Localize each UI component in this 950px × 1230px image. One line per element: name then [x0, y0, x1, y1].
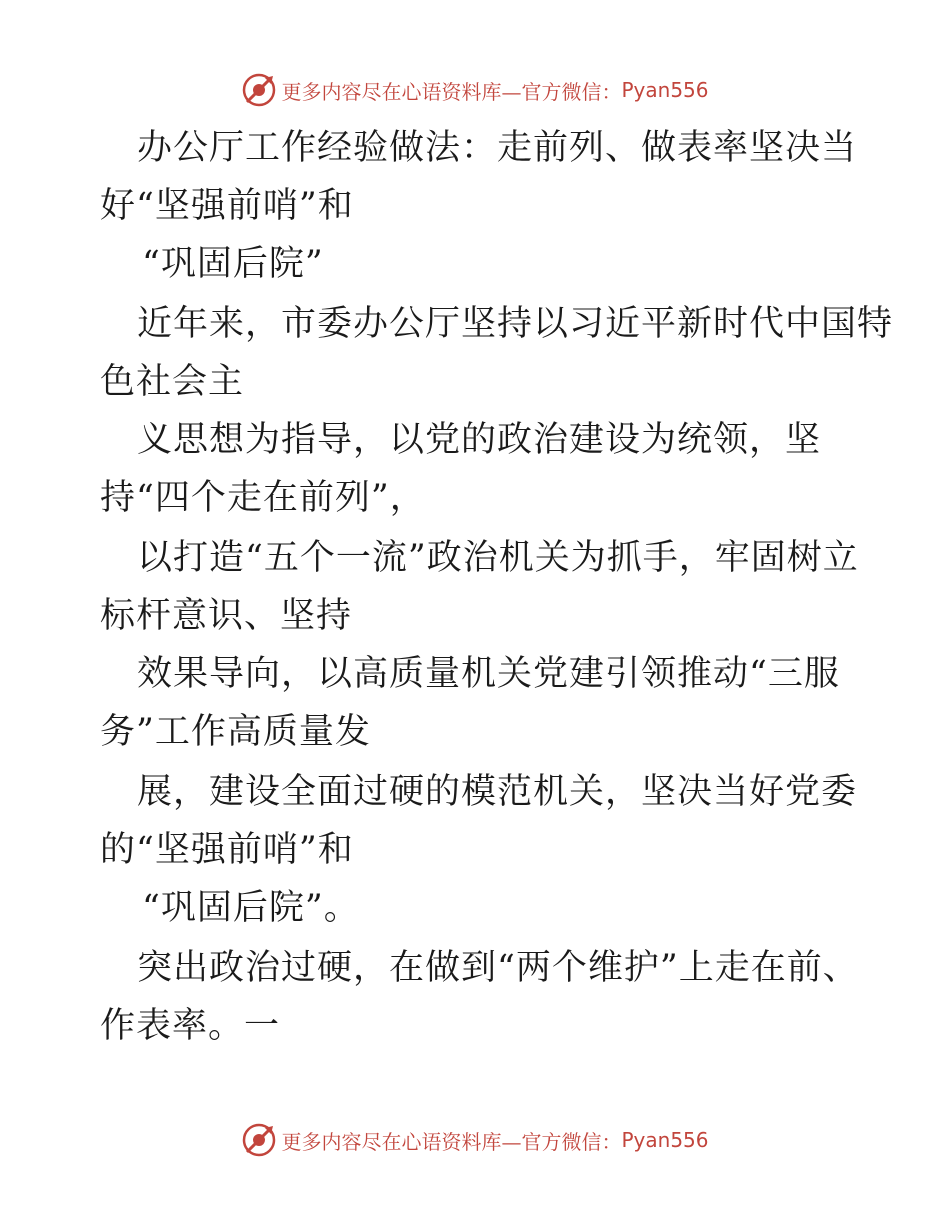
paragraph-line: 持“四个走在前列”，	[100, 478, 426, 518]
paragraph-line: 色社会主	[100, 362, 245, 402]
header-banner	[0, 70, 950, 110]
paragraph-line: 近年来，市委办公厅坚持以习近平新时代中国特	[137, 304, 894, 344]
title-line-3: “巩固后院”	[142, 244, 324, 284]
paragraph-line: 突出政治过硬，在做到“两个维护”上走在前、	[137, 948, 859, 988]
paragraph-line: 作表率。一	[100, 1006, 281, 1046]
title-line-2: 好“坚强前哨”和	[100, 186, 354, 226]
paragraph-line: 效果导向，以高质量机关党建引领推动“三服	[137, 654, 840, 694]
paragraph-line: 以打造“五个一流”政治机关为抓手，牢固树立	[137, 538, 859, 578]
footer-banner-text: 更多内容尽在心语资料库—官方微信：	[281, 1129, 622, 1154]
paragraph-line: 义思想为指导，以党的政治建设为统领，坚	[137, 420, 822, 460]
paragraph-line: 展，建设全面过硬的模范机关，坚决当好党委	[137, 772, 858, 812]
logo-icon	[241, 1122, 277, 1158]
paragraph-line: 务”工作高质量发	[100, 712, 371, 752]
header-banner-text: 更多内容尽在心语资料库—官方微信：	[281, 79, 622, 104]
title-line-1: 办公厅工作经验做法：走前列、做表率坚决当	[137, 128, 858, 168]
paragraph-line: 标杆意识、坚持	[100, 596, 353, 636]
paragraph-line: “巩固后院”。	[142, 888, 360, 928]
footer-contact: Pyan556	[621, 1128, 709, 1152]
footer-banner	[0, 1120, 950, 1160]
header-contact: Pyan556	[621, 78, 709, 102]
paragraph-line: 的“坚强前哨”和	[100, 830, 354, 870]
logo-icon	[241, 72, 277, 108]
